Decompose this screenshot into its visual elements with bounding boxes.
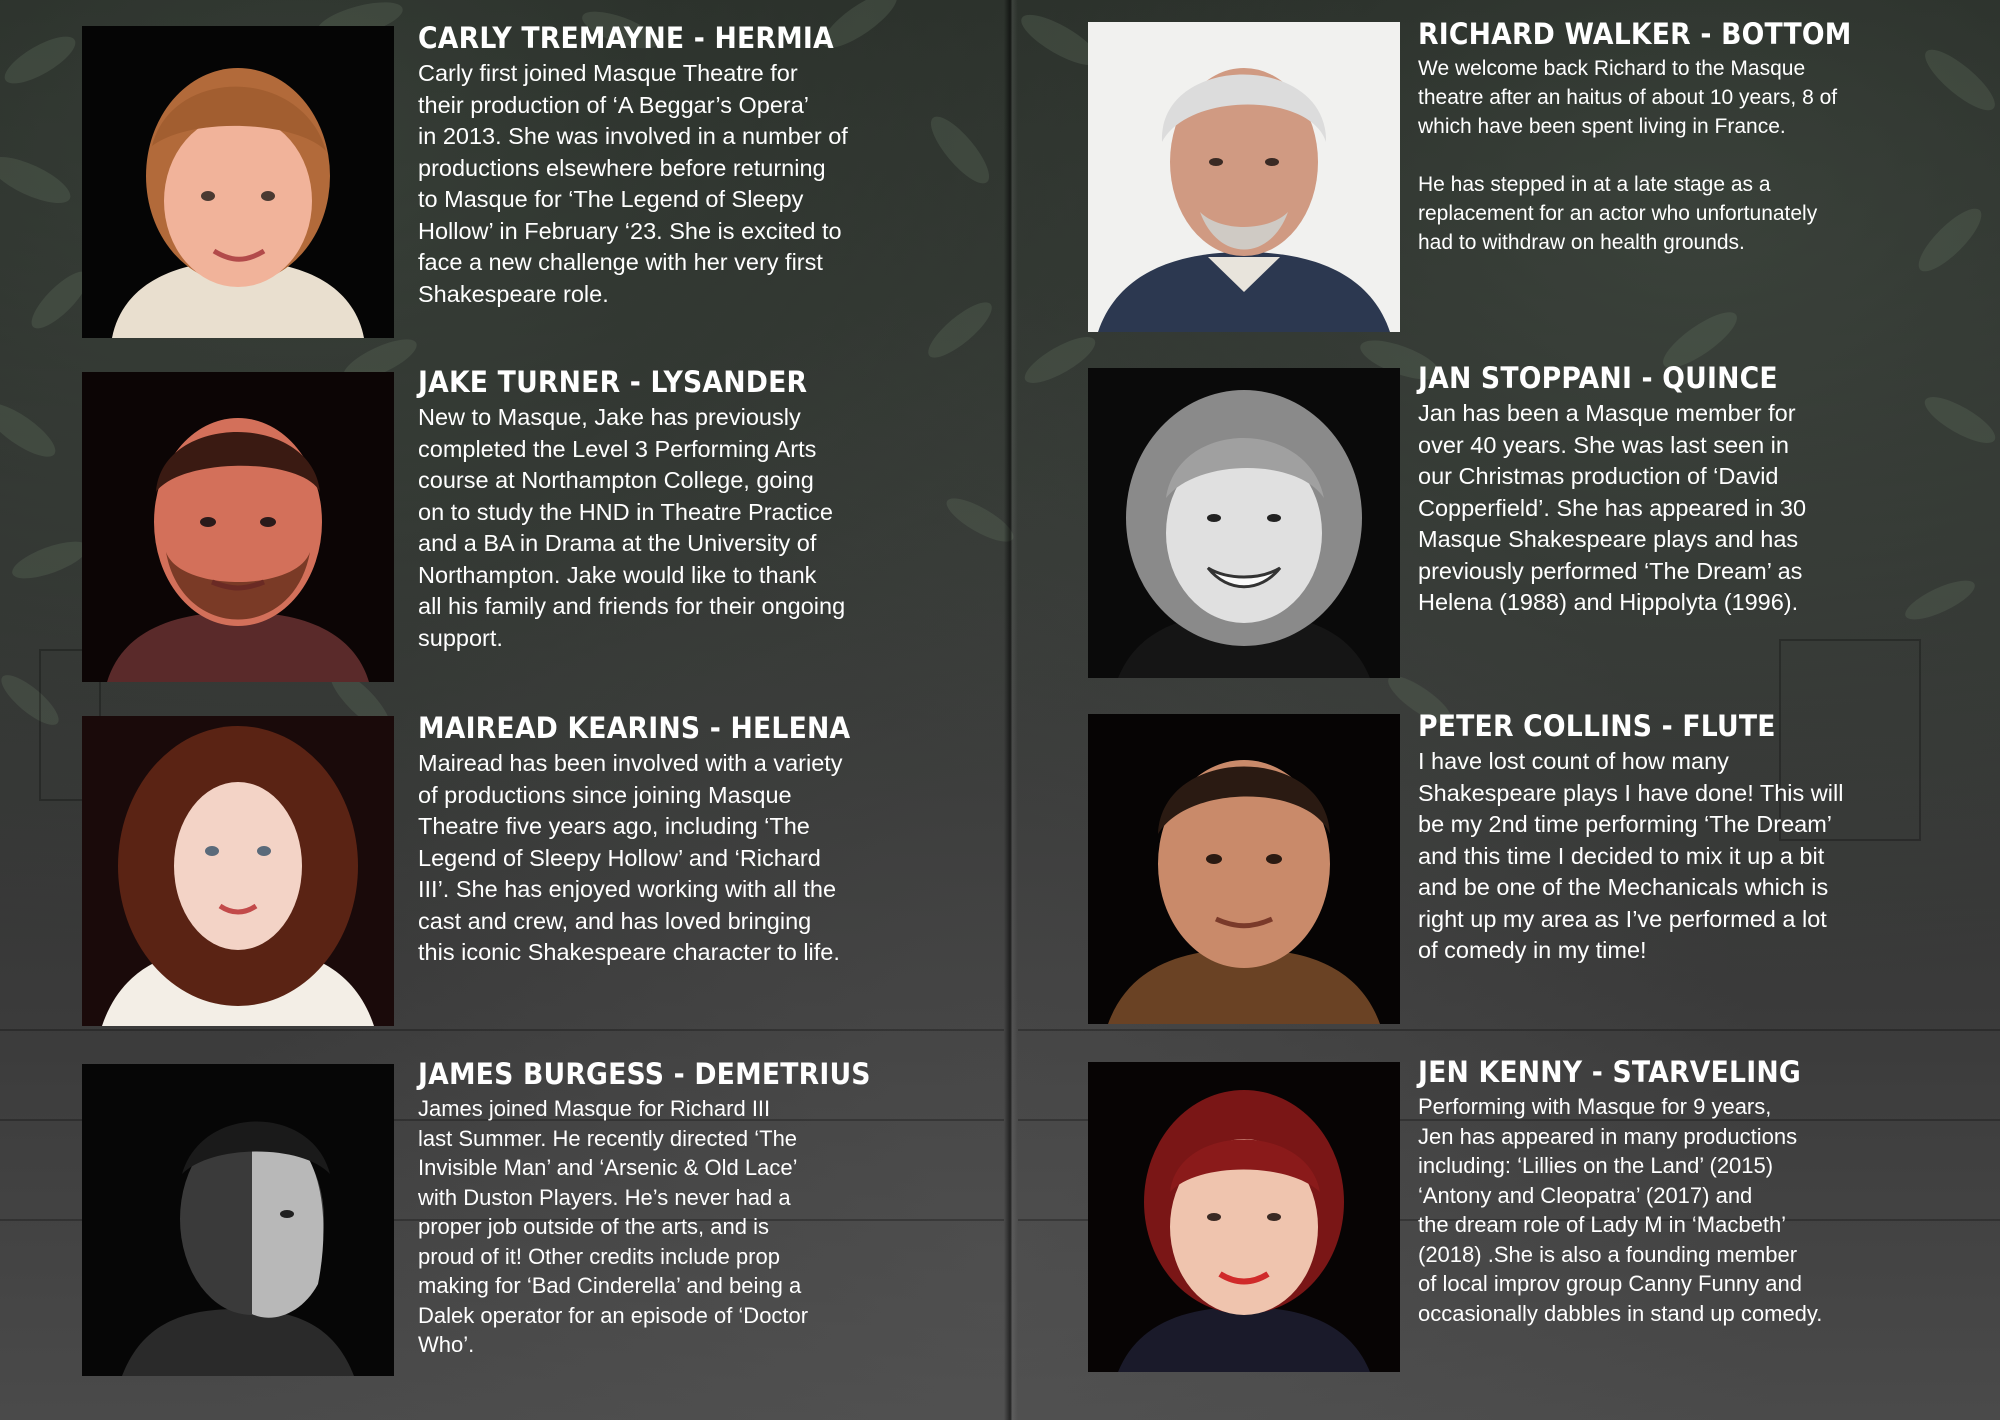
headshot-james bbox=[82, 1064, 394, 1376]
cast-bio: James joined Masque for Richard III last Summer. He recently directed ‘The Invisible Man’ and ‘Arsenic & Old Lace’ with Duston Players. He’s never had a proper job outside of the arts, and is proud of it! Other credits include prop making for ‘Bad Cinderella’ and being a Dalek operator for an episode of ‘Doctor Who’. bbox=[418, 1096, 809, 1357]
cast-bio: Mairead has been involved with a variety of productions since joining Masque Theatre five years ago, including ‘The Legend of Sleepy Hollow’ and ‘Richard III’. She has enjoyed working with all the cast and crew, and has loved bringing this iconic Shakespeare character to life. bbox=[418, 750, 843, 965]
cast-bio: We welcome back Richard to the Masque theatre after an haitus of about 10 years, 8 of which have been spent living in France. He has stepped in at a late stage as a replacement for an actor who unfortunately had to withdraw on health grounds. bbox=[1418, 57, 1838, 254]
cast-name: PETER COLLINS - FLUTE bbox=[1418, 709, 1776, 743]
headshot-peter bbox=[1088, 714, 1400, 1024]
headshot-jake bbox=[82, 372, 394, 682]
cast-name: MAIREAD KEARINS - HELENA bbox=[418, 711, 851, 745]
headshot-richard bbox=[1088, 22, 1400, 332]
cast-name: CARLY TREMAYNE - HERMIA bbox=[418, 21, 834, 55]
cast-bio: New to Masque, Jake has previously completed the Level 3 Performing Arts course at Northampton College, going on to study the HND in Theatre Practice and a BA in Drama at the University of Northampton. Jake would like to thank all his family and friends for their ongoing support. bbox=[418, 404, 846, 651]
cast-bio: Jan has been a Masque member for over 40 years. She was last seen in our Christmas production of ‘David Copperfield’. She has appeared in 30 Masque Shakespeare plays and has previously performed ‘The Dream’ as Helena (1988) and Hippolyta (1996). bbox=[1418, 400, 1807, 615]
headshot-jen bbox=[1088, 1062, 1400, 1372]
headshot-carly bbox=[82, 26, 394, 338]
cast-name: RICHARD WALKER - BOTTOM bbox=[1418, 17, 1852, 51]
right-page bbox=[1018, 0, 2000, 1420]
page-fold bbox=[1004, 0, 1018, 1420]
cast-bio: I have lost count of how many Shakespeare plays I have done! This will be my 2nd time performing ‘The Dream’ and this time I decided to mix it up a bit and be one of the Mechanicals which is right up my area as I’ve performed a lot of comedy in my time! bbox=[1418, 748, 1844, 963]
cast-name: JAN STOPPANI - QUINCE bbox=[1418, 361, 1778, 395]
cast-bio: Performing with Masque for 9 years, Jen has appeared in many productions including: ‘Lillies on the Land’ (2015) ‘Antony and Cleopatra’ (2017) and the dream role of Lady M in ‘Macbeth’ (2018) .She is also a founding member of local improv group Canny Funny and occasionally dabbles in stand up comedy. bbox=[1418, 1094, 1823, 1326]
headshot-jan bbox=[1088, 368, 1400, 678]
cast-name: JAKE TURNER - LYSANDER bbox=[418, 365, 808, 399]
cast-name: JEN KENNY - STARVELING bbox=[1418, 1055, 1801, 1089]
cast-bio: Carly first joined Masque Theatre for their production of ‘A Beggar’s Opera’ in 2013. She was involved in a number of productions elsewhere before returning to Masque for ‘The Legend of Sleepy Hollow’ in February ‘23. She is excited to face a new challenge with her very first Shakespeare role. bbox=[418, 60, 848, 307]
headshot-mairead bbox=[82, 716, 394, 1026]
cast-name: JAMES BURGESS - DEMETRIUS bbox=[418, 1057, 871, 1091]
